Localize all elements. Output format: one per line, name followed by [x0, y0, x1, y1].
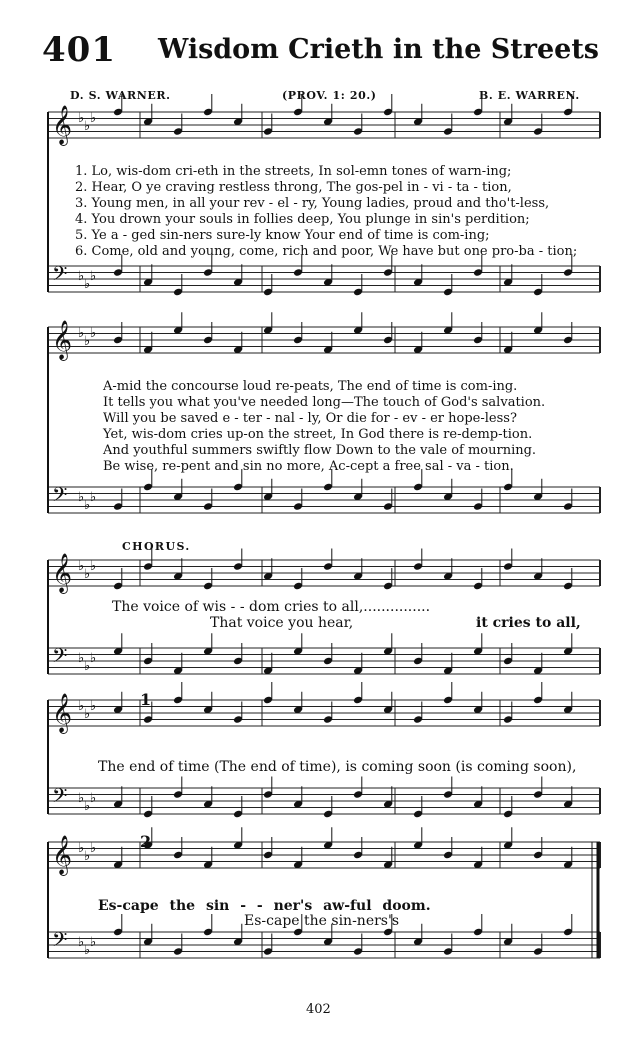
hymn-title: Wisdom Crieth in the Streets: [158, 34, 600, 65]
flat-icon: ♭: [90, 269, 97, 284]
flat-icon: ♭: [90, 490, 97, 505]
verse-2-line-a: 2. Hear, O ye craving restless throng, The gos-pel in - vi - ta - tion,: [75, 180, 512, 195]
second-ending-number: 2: [140, 832, 152, 851]
treble-clef-icon: 𝄞: [52, 553, 73, 593]
verse-6-line-b: Be wise, re-pent and sin no more, Ac-cept a free sal - va - tion.: [103, 459, 514, 474]
flat-icon: ♭: [84, 567, 91, 582]
flat-icon: ♭: [90, 841, 97, 856]
bass-clef-icon: 𝄢: [52, 644, 68, 672]
bass-clef-icon: 𝄢: [52, 784, 68, 812]
flat-icon: ♭: [78, 651, 85, 666]
chorus-line-1: The voice of wis - - dom cries to all,...............: [112, 599, 431, 615]
flat-icon: ♭: [78, 559, 85, 574]
verse-4-line-b: Yet, wis-dom cries up-on the street, In God there is re-demp-tion.: [103, 427, 533, 442]
treble-clef-icon: 𝄞: [52, 105, 73, 145]
flat-icon: ♭: [78, 490, 85, 505]
chorus-line-2: The end of time (The end of time), is coming soon (is coming soon),: [98, 759, 577, 775]
treble-clef-icon: 𝄞: [52, 835, 73, 875]
author-credit: D. S. WARNER.: [70, 89, 171, 102]
verse-5-line-a: 5. Ye a - ged sin-ners sure-ly know Your end of time is com-ing;: [75, 228, 490, 243]
bass-clef-icon: 𝄢: [52, 262, 68, 290]
flat-icon: ♭: [78, 326, 85, 341]
verse-1-line-b: A-mid the concourse loud re-peats, The end of time is com-ing.: [103, 379, 518, 394]
flat-icon: ♭: [90, 559, 97, 574]
flat-icon: ♭: [78, 111, 85, 126]
verse-1-line-a: 1. Lo, wis-dom cri-eth in the streets, In sol-emn tones of warn-ing;: [75, 164, 512, 179]
chorus-label: CHORUS.: [122, 540, 191, 553]
treble-clef-icon: 𝄞: [52, 693, 73, 733]
bass-clef-icon: 𝄢: [52, 928, 68, 956]
flat-icon: ♭: [90, 791, 97, 806]
flat-icon: ♭: [90, 651, 97, 666]
verse-5-line-b: And youthful summers swiftly flow Down to the vale of mourning.: [103, 443, 537, 458]
flat-icon: ♭: [90, 111, 97, 126]
flat-icon: ♭: [84, 943, 91, 958]
scripture-reference: (PROV. 1: 20.): [282, 89, 377, 102]
chorus-line-1-bass-right: it cries to all,: [476, 615, 581, 631]
page-number: 402: [306, 1002, 331, 1017]
verse-3-line-a: 3. Young men, in all your rev - el - ry, Young ladies, proud and tho't-less,: [75, 196, 550, 211]
verse-4-line-a: 4. You drown your souls in follies deep, You plunge in sin's perdition;: [75, 212, 530, 227]
flat-icon: ♭: [90, 935, 97, 950]
chorus-line-3: Es-cape the sin - - ner's aw-ful doom.: [98, 898, 431, 914]
flat-icon: ♭: [84, 498, 91, 513]
flat-icon: ♭: [78, 841, 85, 856]
chorus-line-1-bass: That voice you hear,: [210, 615, 354, 631]
bass-clef-icon: 𝄢: [52, 483, 68, 511]
flat-icon: ♭: [84, 334, 91, 349]
verse-6-line-a: 6. Come, old and young, come, rich and poor, We have but one pro-ba - tion;: [75, 244, 578, 259]
treble-clef-icon: 𝄞: [52, 320, 73, 360]
flat-icon: ♭: [84, 277, 91, 292]
flat-icon: ♭: [90, 699, 97, 714]
first-ending-number: 1: [140, 690, 152, 709]
flat-icon: ♭: [78, 269, 85, 284]
flat-icon: ♭: [84, 799, 91, 814]
flat-icon: ♭: [78, 935, 85, 950]
flat-icon: ♭: [84, 659, 91, 674]
composer-credit: B. E. WARREN.: [479, 89, 580, 102]
flat-icon: ♭: [84, 707, 91, 722]
verse-3-line-b: Will you be saved e - ter - nal - ly, Or die for - ev - er hope-less?: [103, 411, 517, 426]
hymn-number: 401: [42, 30, 116, 70]
flat-icon: ♭: [84, 849, 91, 864]
flat-icon: ♭: [78, 699, 85, 714]
flat-icon: ♭: [90, 326, 97, 341]
flat-icon: ♭: [78, 791, 85, 806]
flat-icon: ♭: [84, 119, 91, 134]
verse-2-line-b: It tells you what you've needed long—The touch of God's salvation.: [103, 395, 546, 410]
chorus-line-3-bass: Es-cape the sin-ners's: [244, 913, 400, 929]
